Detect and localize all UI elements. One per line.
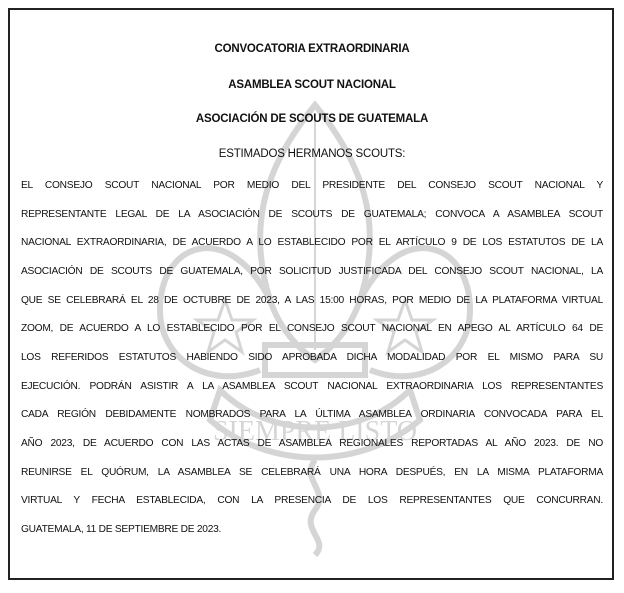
body-line-date: GUATEMALA, 11 DE SEPTIEMBRE DE 2023. — [21, 524, 222, 535]
body-line: REPRESENTANTE LEGAL DE LA ASOCIACIÓN DE SCOUTS DE GUATEMALA; CONVOCA A ASAMBLEA SCOUT — [21, 209, 603, 220]
body-line: LOS REFERIDOS ESTATUTOS HABIENDO SIDO APROBADA DICHA MODALIDAD POR EL MISMO PARA SU — [21, 352, 603, 363]
body-line: VIRTUAL Y FECHA ESTABLECIDA, CON LA PRESENCIA DE LOS REPRESENTANTES QUE CONCURRAN. — [21, 495, 603, 506]
watermark-motto: SIEMPRE LISTO — [212, 416, 418, 447]
body-line: NACIONAL EXTRAORDINARIA, DE ACUERDO A LO ESTABLECIDO POR EL ARTÍCULO 9 DE LOS ESTATUTOS DE LA — [21, 237, 603, 248]
body-line: REUNIRSE EL QUÓRUM, LA ASAMBLEA SE CELEBRARÁ UNA HORA DESPUÉS, EN LA MISMA PLATAFORMA — [21, 467, 603, 478]
body-line: CADA REGIÓN DEBIDAMENTE NOMBRADOS PARA LA ÚLTIMA ASAMBLEA ORDINARIA CONVOCADA PARA EL — [21, 409, 603, 420]
body-line: AÑO 2023, DE ACUERDO CON LAS ACTAS DE ASAMBLEA REGIONALES REPORTADAS AL AÑO 2023. DE NO — [21, 438, 603, 449]
title-convocatoria: CONVOCATORIA EXTRAORDINARIA — [214, 43, 410, 55]
body-line: EL CONSEJO SCOUT NACIONAL POR MEDIO DEL PRESIDENTE DEL CONSEJO SCOUT NACIONAL Y — [21, 180, 603, 191]
title-asociacion: ASOCIACIÓN DE SCOUTS DE GUATEMALA — [195, 113, 429, 125]
body-line: ASOCIACIÓN DE SCOUTS DE GUATEMALA, POR SOLICITUD JUSTIFICADA DEL CONSEJO SCOUT NACIONAL, LA — [21, 266, 603, 277]
body-line: EJECUCIÓN. PODRÁN ASISTIR A LA ASAMBLEA SCOUT NACIONAL EXTRAORDINARIA LOS REPRESENTANTES — [21, 381, 603, 392]
body-line: QUE SE CELEBRARÁ EL 28 DE OCTUBRE DE 2023, A LAS 15:00 HORAS, POR MEDIO DE LA PLATAFORMA VIRTUAL — [21, 295, 603, 306]
greeting: ESTIMADOS HERMANOS SCOUTS: — [218, 148, 406, 160]
title-asamblea: ASAMBLEA SCOUT NACIONAL — [228, 79, 396, 91]
body-line: ZOOM, DE ACUERDO A LO ESTABLECIDO POR EL CONSEJO SCOUT NACIONAL EN APEGO AL ARTÍCULO 64 DE — [21, 323, 603, 334]
